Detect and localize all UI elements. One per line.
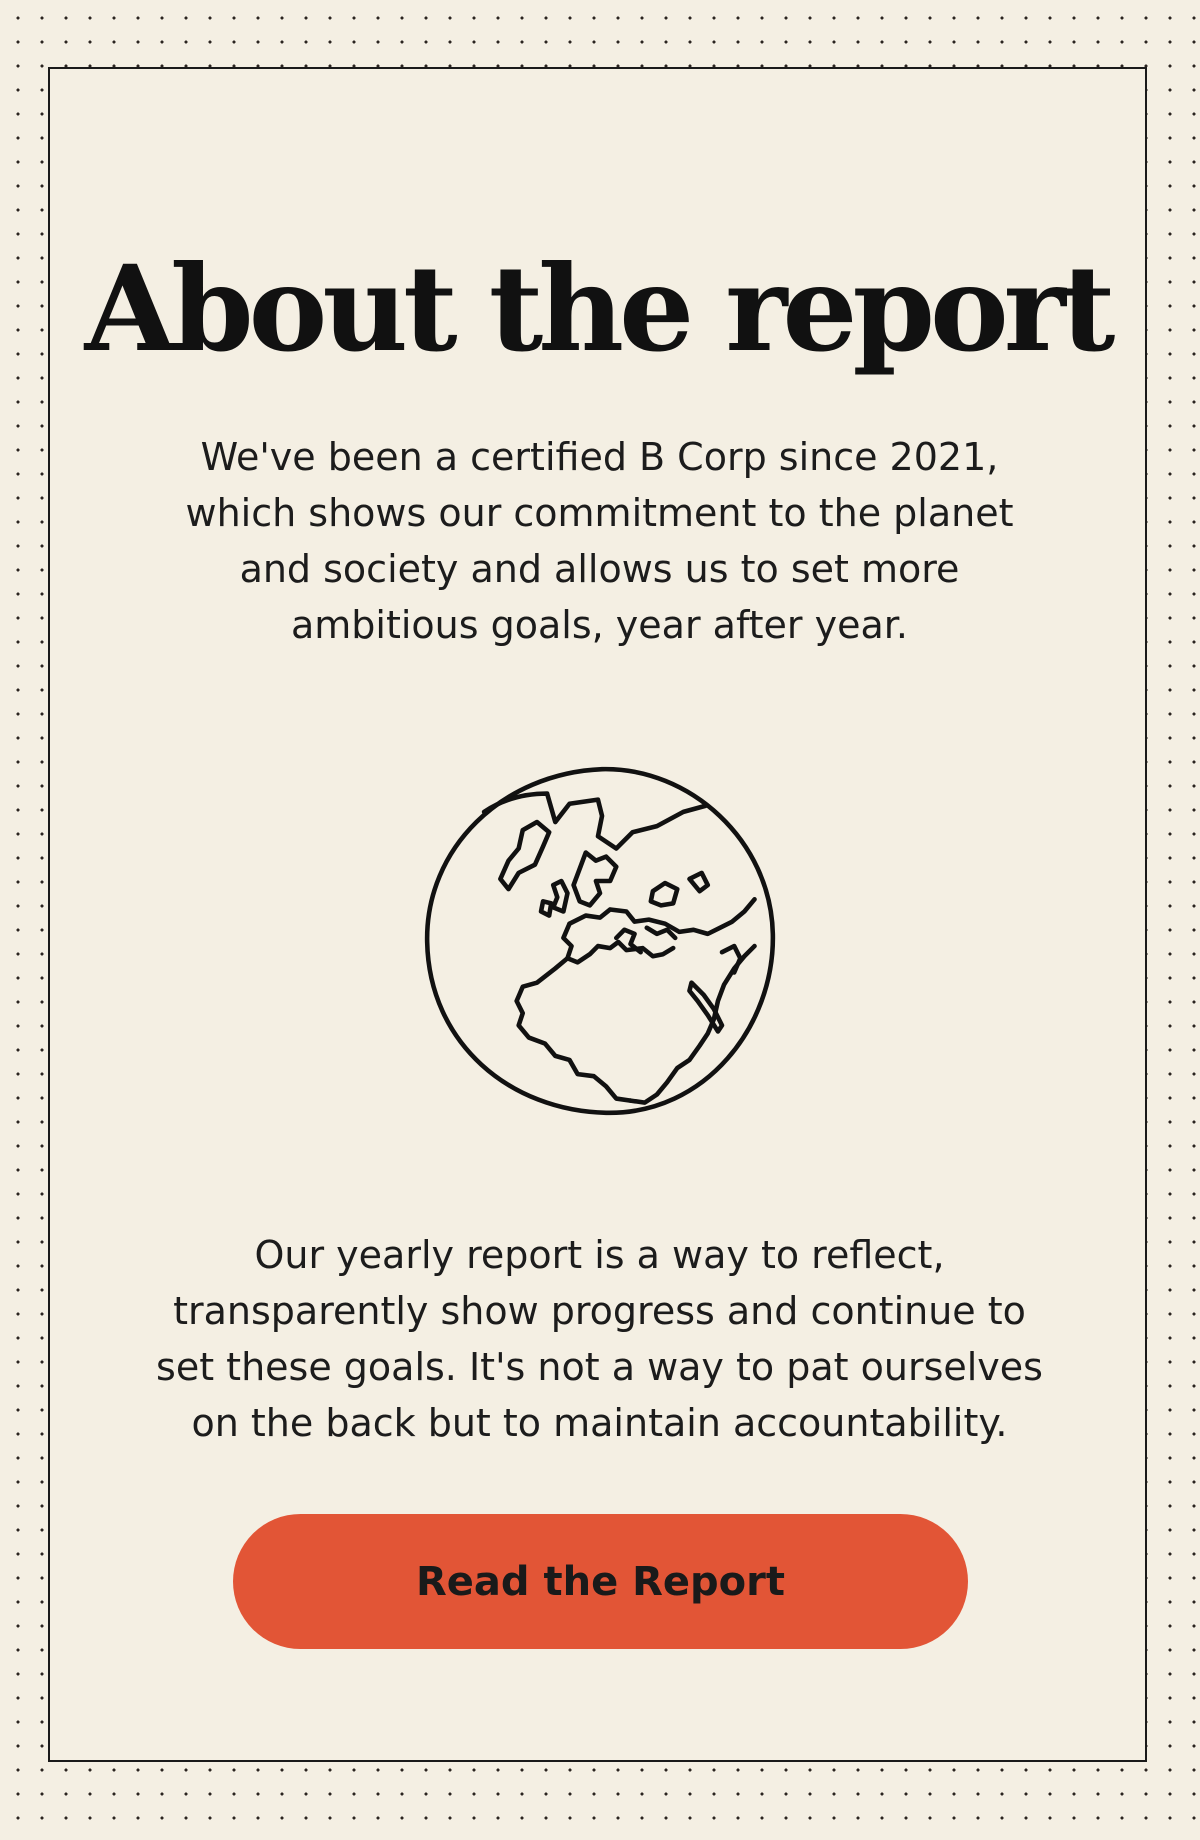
about-report-card [48,67,1147,1762]
intro-paragraph: We've been a certified B Corp since 2021, which shows our commitment to the planet and society and allows us to set more ambitious goals, year after year. [185,435,1014,647]
globe-icon [417,759,783,1125]
body-paragraph: Our yearly report is a way to reflect, transparently show progress and continue to set these goals. It's not a way to pat ourselves on the back but to maintain accountability. [156,1233,1043,1445]
read-report-button[interactable]: Read the Report [233,1514,968,1649]
page-title: About the report [84,239,1111,378]
